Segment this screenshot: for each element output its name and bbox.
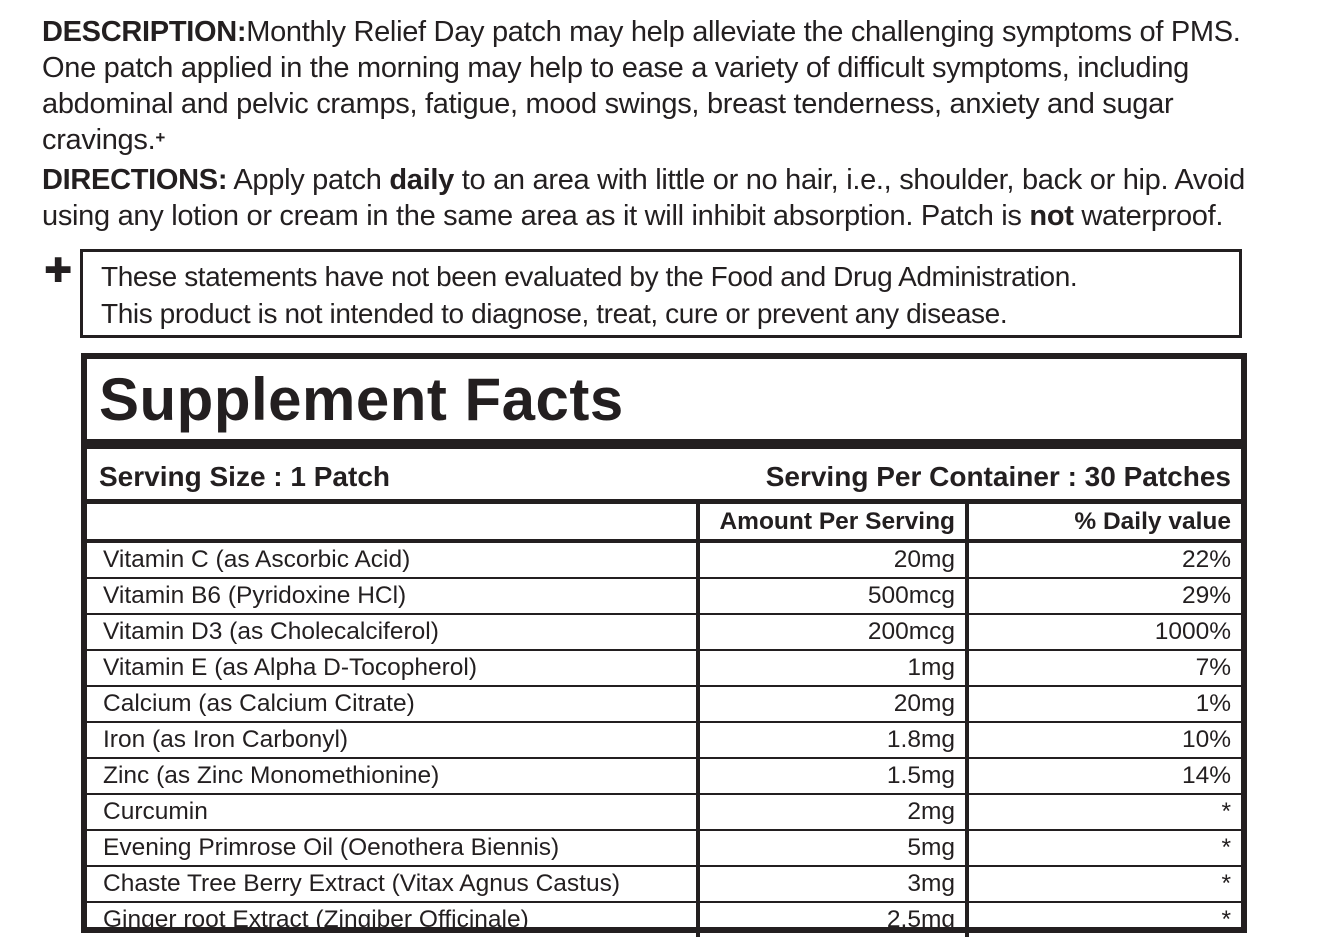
nutrient-name: Vitamin B6 (Pyridoxine HCl) (87, 578, 698, 614)
header-nutrient (87, 504, 698, 541)
nutrient-name: Calcium (as Calcium Citrate) (87, 686, 698, 722)
nutrient-daily-value: * (967, 794, 1241, 830)
footnote-mark: + (155, 128, 165, 147)
directions-emphasis-not: not (1029, 200, 1074, 232)
header-amount: Amount Per Serving (698, 504, 967, 541)
directions-text-3: waterproof. (1081, 200, 1224, 232)
description-text: Monthly Relief Day patch may help alleviate the challenging symptoms of PMS. One patch applied in the morning may help to ease a variety of difficult symptoms, including abdominal and pelvic cramps, fatigue, mood swings, breast tenderness, anxiety and sugar cravings. (42, 16, 1241, 156)
nutrient-amount: 1mg (698, 650, 967, 686)
nutrient-amount: 1.8mg (698, 722, 967, 758)
nutrient-daily-value: 10% (967, 722, 1241, 758)
table-row (87, 902, 1241, 937)
nutrient-amount: 5mg (698, 830, 967, 866)
nutrient-amount: 20mg (698, 541, 967, 578)
serving-size: Serving Size : 1 Patch (99, 461, 390, 492)
serving-info (87, 455, 1241, 499)
nutrient-daily-value: 22% (967, 541, 1241, 578)
nutrient-table (87, 504, 1241, 937)
nutrient-name: Vitamin D3 (as Cholecalciferol) (87, 614, 698, 650)
nutrient-amount: 500mcg (698, 578, 967, 614)
table-row (87, 614, 1241, 650)
table-row (87, 578, 1241, 614)
table-row (87, 686, 1241, 722)
nutrient-amount: 200mcg (698, 614, 967, 650)
nutrient-name: Curcumin (87, 794, 698, 830)
supplement-facts-panel (81, 353, 1247, 933)
facts-title: Supplement Facts (99, 366, 624, 433)
plus-icon: ✚ (44, 252, 73, 290)
nutrient-daily-value: 1% (967, 686, 1241, 722)
nutrient-name: Evening Primrose Oil (Oenothera Biennis) (87, 830, 698, 866)
nutrient-name: Chaste Tree Berry Extract (Vitax Agnus Castus) (87, 866, 698, 902)
table-row (87, 794, 1241, 830)
description-label: DESCRIPTION: (42, 16, 247, 48)
table-row (87, 830, 1241, 866)
nutrient-name: Vitamin C (as Ascorbic Acid) (87, 541, 698, 578)
nutrient-name: Vitamin E (as Alpha D-Tocopherol) (87, 650, 698, 686)
nutrient-daily-value: 14% (967, 758, 1241, 794)
table-header-row (87, 504, 1241, 541)
disclaimer-line-1: These statements have not been evaluated by the Food and Drug Administration. (101, 261, 1078, 292)
nutrient-daily-value: 29% (967, 578, 1241, 614)
directions-label: DIRECTIONS: (42, 164, 228, 196)
nutrient-daily-value: * (967, 866, 1241, 902)
header-daily-value: % Daily value (967, 504, 1241, 541)
servings-per-container: Serving Per Container : 30 Patches (765, 461, 1231, 492)
nutrient-name: Ginger root Extract (Zingiber Officinale) (103, 906, 529, 933)
nutrient-daily-value: 1000% (967, 614, 1241, 650)
nutrient-daily-value: * (967, 830, 1241, 866)
directions-paragraph (42, 162, 1302, 234)
directions-emphasis-daily: daily (389, 164, 454, 196)
directions-text-2: to an area with little or no hair, i.e., shoulder, back or hip. Avoid using any lotion or cream in the same area as it will inhibit absorption. Patch is (42, 164, 1245, 232)
nutrient-amount: 3mg (698, 866, 967, 902)
nutrient-daily-value: * (967, 902, 1241, 937)
table-row (87, 541, 1241, 578)
disclaimer-box (80, 249, 1242, 338)
nutrient-name: Zinc (as Zinc Monomethionine) (87, 758, 698, 794)
disclaimer-line-2: This product is not intended to diagnose, treat, cure or prevent any disease. (101, 298, 1008, 329)
nutrient-amount: 1.5mg (698, 758, 967, 794)
table-row (87, 722, 1241, 758)
nutrient-amount: 20mg (698, 686, 967, 722)
nutrient-amount: 2.5mg (698, 902, 967, 937)
description-paragraph (42, 14, 1302, 158)
table-row (87, 758, 1241, 794)
table-row (87, 866, 1241, 902)
directions-text-1: Apply patch (233, 164, 382, 196)
nutrient-daily-value: 7% (967, 650, 1241, 686)
nutrient-amount: 2mg (698, 794, 967, 830)
table-row (87, 650, 1241, 686)
nutrient-name: Iron (as Iron Carbonyl) (87, 722, 698, 758)
title-divider (87, 439, 1241, 449)
